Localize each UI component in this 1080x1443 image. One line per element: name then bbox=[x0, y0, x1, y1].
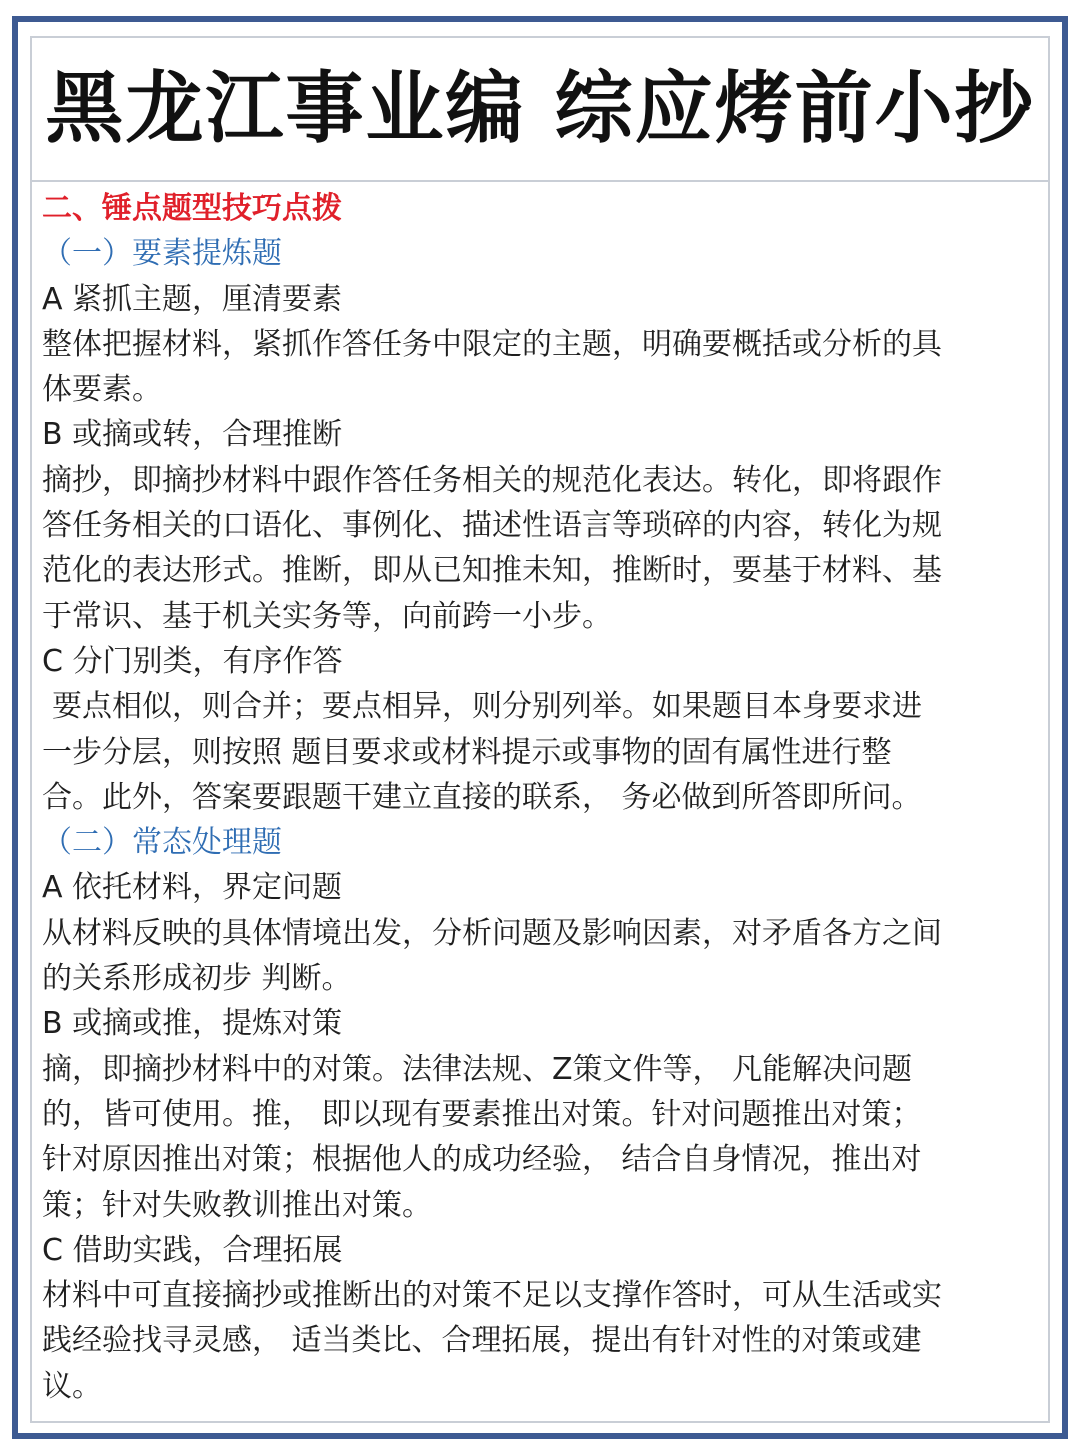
text-line: A 紧抓主题，厘清要素 bbox=[42, 281, 343, 317]
subsection-heading: （二）常态处理题 bbox=[42, 825, 282, 861]
inner-border bbox=[30, 36, 1050, 1423]
text-line: 从材料反映的具体情境出发，分析问题及影响因素，对矛盾各方之间 bbox=[42, 915, 942, 951]
text-line: 践经验找寻灵感， 适当类比、合理拓展，提出有针对性的对策或建 bbox=[42, 1323, 922, 1359]
text-line: C 分门别类，有序作答 bbox=[42, 643, 343, 679]
text-line: 合。此外，答案要跟题干建立直接的联系， 务必做到所答即所问。 bbox=[42, 779, 922, 815]
text-line: 体要素。 bbox=[42, 372, 162, 408]
text-line: C 借助实践，合理拓展 bbox=[42, 1232, 343, 1268]
text-line: 要点相似，则合并；要点相异，则分别列举。如果题目本身要求进 bbox=[52, 689, 922, 725]
section-heading: 二、锤点题型技巧点拨 bbox=[42, 191, 342, 226]
text-line: 的关系形成初步 判断。 bbox=[42, 961, 352, 997]
text-line: B 或摘或转，合理推断 bbox=[42, 417, 343, 453]
text-line: 议。 bbox=[42, 1368, 102, 1404]
text-line: 摘抄，即摘抄材料中跟作答任务相关的规范化表达。转化，即将跟作 bbox=[42, 462, 942, 498]
page-frame bbox=[12, 16, 1068, 1439]
title-box bbox=[32, 38, 1048, 182]
text-line: 于常识、基于机关实务等，向前跨一小步。 bbox=[42, 598, 612, 634]
page-title: 黑龙江事业编 综应烤前小抄 bbox=[45, 64, 1035, 154]
text-line: 范化的表达形式。推断，即从已知推未知，推断时，要基于材料、基 bbox=[42, 553, 942, 589]
content-body bbox=[42, 186, 1038, 1409]
text-line: A 依托材料，界定问题 bbox=[42, 870, 343, 906]
text-line: 策；针对失败教训推出对策。 bbox=[42, 1187, 432, 1223]
text-line: 一步分层，则按照 题目要求或材料提示或事物的固有属性进行整 bbox=[42, 734, 892, 770]
text-line: 摘，即摘抄材料中的对策。法律法规、Z策文件等， 凡能解决问题 bbox=[42, 1051, 913, 1087]
subsection-heading: （一）要素提炼题 bbox=[42, 236, 282, 272]
text-line: B 或摘或推，提炼对策 bbox=[42, 1006, 343, 1042]
text-line: 针对原因推出对策；根据他人的成功经验， 结合自身情况，推出对 bbox=[42, 1142, 922, 1178]
text-line: 答任务相关的口语化、事例化、描述性语言等琐碎的内容，转化为规 bbox=[42, 508, 942, 544]
text-line: 的，皆可使用。推， 即以现有要素推出对策。针对问题推出对策； bbox=[42, 1096, 922, 1132]
text-line: 整体把握材料，紧抓作答任务中限定的主题，明确要概括或分析的具 bbox=[42, 326, 942, 362]
text-line: 材料中可直接摘抄或推断出的对策不足以支撑作答时，可从生活或实 bbox=[42, 1278, 942, 1314]
